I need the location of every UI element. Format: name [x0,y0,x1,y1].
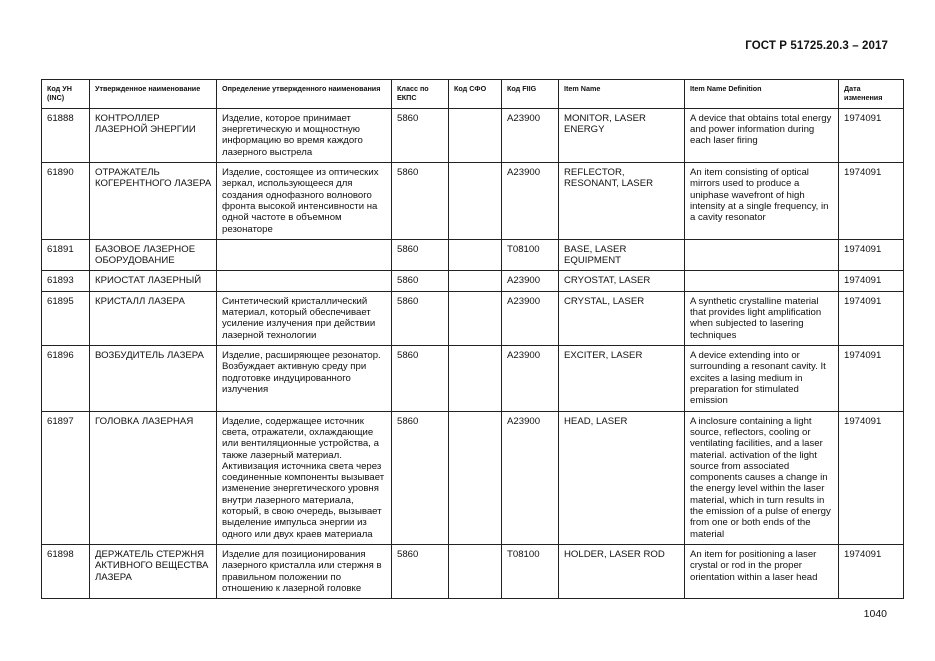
cell-approved-name: КРИОСТАТ ЛАЗЕРНЫЙ [90,271,217,291]
table-row [42,346,904,412]
cell-inc: 61898 [42,545,90,599]
cell-change-date: 1974091 [839,411,904,544]
cell-sfo-code [449,411,502,544]
table-row [42,162,904,239]
cell-ekps-class: 5860 [392,346,449,412]
cell-change-date: 1974091 [839,239,904,271]
cell-change-date: 1974091 [839,346,904,412]
header-change-date: Дата изменения [839,80,904,109]
table-row [42,239,904,271]
cell-item-name: MONITOR, LASER ENERGY [559,108,685,162]
table-body [42,108,904,599]
cell-definition: Изделие, расширяющее резонатор. Возбуждает активную среду при подготовке индуцированного излучения [217,346,392,412]
cell-approved-name: ВОЗБУДИТЕЛЬ ЛАЗЕРА [90,346,217,412]
cell-definition: Изделие для позиционирования лазерного кристалла или стержня в правильном положении по отношению к лазерной головке [217,545,392,599]
cell-inc: 61897 [42,411,90,544]
cell-item-definition [685,271,839,291]
cell-ekps-class: 5860 [392,271,449,291]
cell-sfo-code [449,108,502,162]
cell-approved-name: КОНТРОЛЛЕР ЛАЗЕРНОЙ ЭНЕРГИИ [90,108,217,162]
header-fiig-code: Код FIIG [502,80,559,109]
cell-change-date: 1974091 [839,108,904,162]
header-item-name-definition: Item Name Definition [685,80,839,109]
header-ekps-class: Класс по ЕКПС [392,80,449,109]
cell-item-definition: An item consisting of optical mirrors used to produce a uniphase wavefront of high intensity at a single frequency, in a cavity resonator [685,162,839,239]
cell-approved-name: КРИСТАЛЛ ЛАЗЕРА [90,291,217,345]
cell-approved-name: ГОЛОВКА ЛАЗЕРНАЯ [90,411,217,544]
cell-sfo-code [449,239,502,271]
cell-item-definition: A inclosure containing a light source, reflectors, cooling or ventilating facilities, and a laser material. activation of the light source from associated components causes a change in the energy level within the laser material, which in turn results in the emission of a pulse of energy from one or both ends of the material [685,411,839,544]
cell-item-definition [685,239,839,271]
cell-ekps-class: 5860 [392,411,449,544]
header-approved-name: Утвержденное наименование [90,80,217,109]
table-row [42,545,904,599]
cell-fiig-code: A23900 [502,346,559,412]
cell-change-date: 1974091 [839,545,904,599]
cell-change-date: 1974091 [839,162,904,239]
cell-fiig-code: A23900 [502,411,559,544]
cell-sfo-code [449,346,502,412]
cell-item-name: EXCITER, LASER [559,346,685,412]
cell-ekps-class: 5860 [392,162,449,239]
cell-fiig-code: A23900 [502,291,559,345]
cell-item-definition: A device that obtains total energy and power information during each laser firing [685,108,839,162]
cell-definition [217,239,392,271]
cell-sfo-code [449,545,502,599]
cell-inc: 61893 [42,271,90,291]
cell-ekps-class: 5860 [392,545,449,599]
table-row [42,411,904,544]
cell-inc: 61888 [42,108,90,162]
cell-item-name: REFLECTOR, RESONANT, LASER [559,162,685,239]
table-row [42,271,904,291]
header-item-name: Item Name [559,80,685,109]
cell-item-name: CRYOSTAT, LASER [559,271,685,291]
cell-item-name: HEAD, LASER [559,411,685,544]
cell-definition: Изделие, содержащее источник света, отражатели, охлаждающие или вентиляционные устройства, а также лазерный материал. Активизация источника света через соединенные компоненты вызывает изменение энергетического уровня внутри лазерного материала, который, в свою очередь, вызывает выделение импульса энергии из одного или двух краев материала [217,411,392,544]
cell-definition [217,271,392,291]
header-sfo-code: Код СФО [449,80,502,109]
cell-sfo-code [449,271,502,291]
cell-sfo-code [449,291,502,345]
cell-item-name: HOLDER, LASER ROD [559,545,685,599]
table-row [42,108,904,162]
cell-fiig-code: A23900 [502,162,559,239]
cell-definition: Изделие, которое принимает энергетическую и мощностную информацию во время каждого лазерного выстрела [217,108,392,162]
table-header [42,80,904,109]
cell-item-definition: A device extending into or surrounding a resonant cavity. It excites a lasing medium in preparation for stimulated emission [685,346,839,412]
page-number: 1040 [863,608,887,620]
cell-approved-name: ОТРАЖАТЕЛЬ КОГЕРЕНТНОГО ЛАЗЕРА [90,162,217,239]
cell-fiig-code: T08100 [502,545,559,599]
header-definition: Определение утвержденного наименования [217,80,392,109]
cell-change-date: 1974091 [839,291,904,345]
cell-ekps-class: 5860 [392,291,449,345]
cell-approved-name: БАЗОВОЕ ЛАЗЕРНОЕ ОБОРУДОВАНИЕ [90,239,217,271]
cell-definition: Синтетический кристаллический материал, который обеспечивает усиление излучения при действии лазерной технологии [217,291,392,345]
cell-inc: 61890 [42,162,90,239]
header-inc: Код УН (INC) [42,80,90,109]
cell-inc: 61896 [42,346,90,412]
cell-item-definition: An item for positioning a laser crystal or rod in the proper orientation within a laser head [685,545,839,599]
cell-ekps-class: 5860 [392,239,449,271]
cell-definition: Изделие, состоящее из оптических зеркал, использующееся для создания однофазного волнового фронта высокой интенсивности на одной частоте в объемном резонаторе [217,162,392,239]
cell-item-name: CRYSTAL, LASER [559,291,685,345]
cell-change-date: 1974091 [839,271,904,291]
cell-ekps-class: 5860 [392,108,449,162]
cell-inc: 61895 [42,291,90,345]
cell-fiig-code: A23900 [502,108,559,162]
cell-fiig-code: A23900 [502,271,559,291]
document-code: ГОСТ Р 51725.20.3 – 2017 [745,40,888,52]
cell-inc: 61891 [42,239,90,271]
table-row [42,291,904,345]
cell-item-definition: A synthetic crystalline material that provides light amplification when subjected to lasering techniques [685,291,839,345]
header-row [42,80,904,109]
cell-sfo-code [449,162,502,239]
cell-approved-name: ДЕРЖАТЕЛЬ СТЕРЖНЯ АКТИВНОГО ВЕЩЕСТВА ЛАЗЕРА [90,545,217,599]
cell-fiig-code: T08100 [502,239,559,271]
classification-table [41,79,904,599]
cell-item-name: BASE, LASER EQUIPMENT [559,239,685,271]
